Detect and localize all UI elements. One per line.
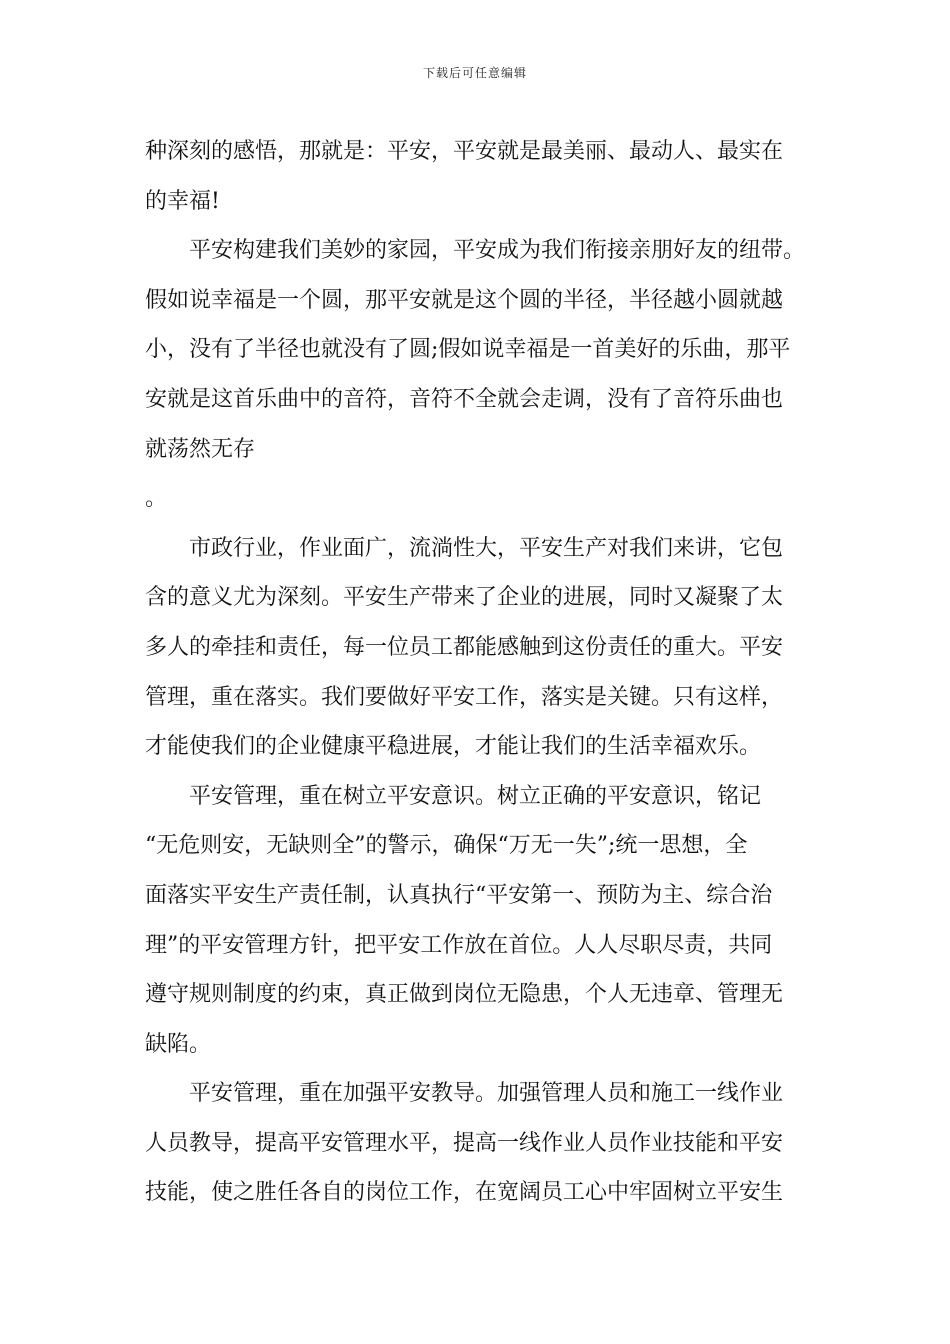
- paragraph-first-line: 平安管理，重在树立平安意识。树立正确的平安意识，铭记: [189, 783, 762, 809]
- text-line: 人员教导，提高平安管理水平，提高一线作业人员作业技能和平安: [145, 1130, 784, 1156]
- text-line: 假如说幸福是一个圆，那平安就是这个圆的半径，半径越小圆就越: [145, 287, 784, 313]
- text-line: 面落实平安生产责任制，认真执行“平安第一、预防为主、综合治: [145, 882, 773, 908]
- text-line: 。: [145, 486, 168, 512]
- text-line: 多人的牵挂和责任，每一位员工都能感触到这份责任的重大。平安: [145, 634, 784, 660]
- text-line: 种深刻的感悟，那就是：平安，平安就是最美丽、最动人、最实在: [145, 139, 784, 164]
- paragraph-first-line: 平安构建我们美妙的家园，平安成为我们衔接亲朋好友的纽带。: [189, 238, 806, 264]
- text-line: 含的意义尤为深刻。平安生产带来了企业的进展，同时又凝聚了太: [145, 585, 784, 611]
- text-line: 理”的平安管理方针，把平安工作放在首位。人人尽职尽责，共同: [145, 932, 773, 958]
- text-line: 安就是这首乐曲中的音符，音符不全就会走调，没有了音符乐曲也: [145, 386, 784, 412]
- page-header: 下载后可任意编辑: [422, 66, 527, 80]
- paragraph-first-line: 市政行业，作业面广，流淌性大，平安生产对我们来讲，它包: [189, 535, 784, 561]
- text-line: 遵守规则制度的约束，真正做到岗位无隐患，个人无违章、管理无: [145, 982, 784, 1008]
- document-body: [145, 127, 805, 1218]
- text-line: 的幸福!: [145, 188, 220, 214]
- text-line: 技能，使之胜任各自的岗位工作，在宽阔员工心中牢固树立平安生: [145, 1180, 784, 1206]
- text-line: 小，没有了半径也就没有了圆;假如说幸福是一首美好的乐曲，那平: [145, 337, 791, 363]
- text-line: 就荡然无存: [145, 436, 256, 462]
- text-line: 缺陷。: [145, 1031, 212, 1057]
- text-line: 管理，重在落实。我们要做好平安工作，落实是关键。只有这样，: [145, 684, 784, 710]
- text-line: “无危则安，无缺则全”的警示，确保“万无一失”;统一思想，全: [145, 833, 748, 859]
- paragraph-first-line: 平安管理，重在加强平安教导。加强管理人员和施工一线作业: [189, 1081, 784, 1107]
- text-line: 才能使我们的企业健康平稳进展，才能让我们的生活幸福欢乐。: [145, 734, 762, 760]
